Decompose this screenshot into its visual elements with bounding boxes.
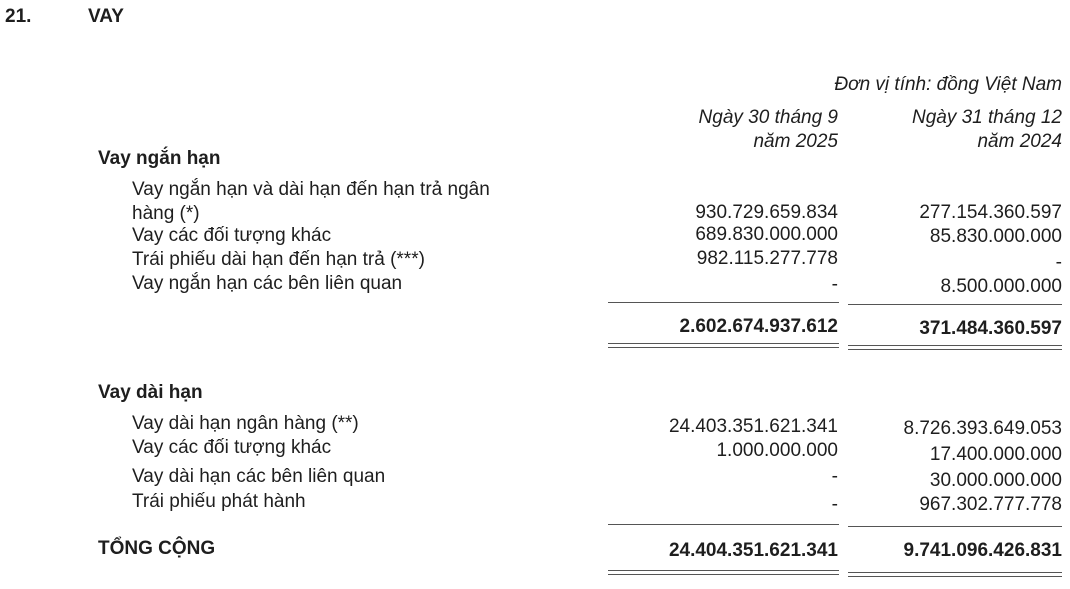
- value-2025: 689.830.000.000: [695, 224, 838, 245]
- value-2024: 8.500.000.000: [940, 276, 1062, 297]
- underline-single: [608, 524, 839, 525]
- underline-single: [608, 302, 839, 303]
- value-2025: -: [831, 466, 838, 487]
- total-2024: 9.741.096.426.831: [903, 540, 1062, 561]
- group-title-long-term: Vay dài hạn: [98, 382, 203, 403]
- value-2025: 1.000.000.000: [716, 440, 838, 461]
- row-label: Trái phiếu phát hành: [132, 491, 306, 512]
- underline-double: [608, 343, 839, 348]
- row-label: Trái phiếu dài hạn đến hạn trả (***): [132, 249, 425, 270]
- total-label: TỔNG CỘNG: [98, 538, 216, 559]
- underline-single: [848, 304, 1062, 305]
- subtotal-2025: 2.602.674.937.612: [679, 316, 838, 337]
- row-label: Vay dài hạn các bên liên quan: [132, 466, 386, 487]
- row-label: Vay các đối tượng khác: [132, 437, 332, 458]
- value-2024: 85.830.000.000: [929, 226, 1062, 247]
- row-label-line2: hàng (*): [132, 203, 200, 224]
- unit-label: Đơn vị tính: đồng Việt Nam: [834, 74, 1062, 95]
- column-header-line1: Ngày 30 tháng 9: [698, 107, 838, 128]
- value-2024: -: [1055, 252, 1062, 273]
- value-2024: 17.400.000.000: [929, 444, 1062, 465]
- value-2025: 930.729.659.834: [695, 202, 838, 223]
- row-label: Vay dài hạn ngân hàng (**): [132, 413, 359, 434]
- section-title: VAY: [88, 6, 124, 27]
- total-2025: 24.404.351.621.341: [668, 540, 838, 561]
- column-header-2024: [912, 106, 1062, 154]
- value-2025: -: [831, 494, 838, 515]
- value-2024: 277.154.360.597: [919, 202, 1062, 223]
- value-2025: 24.403.351.621.341: [668, 416, 838, 437]
- section-number: 21.: [5, 6, 32, 27]
- column-header-2025: [699, 106, 838, 154]
- column-header-line1: Ngày 31 tháng 12: [911, 107, 1062, 128]
- value-2025: 982.115.277.778: [696, 248, 838, 269]
- underline-single: [848, 526, 1062, 527]
- value-2025: -: [831, 274, 838, 295]
- group-title-short-term: Vay ngắn hạn: [98, 148, 221, 169]
- value-2024: 8.726.393.649.053: [903, 418, 1062, 439]
- value-2024: 967.302.777.778: [919, 494, 1062, 515]
- row-label: Vay ngắn hạn các bên liên quan: [132, 273, 403, 294]
- column-header-line2: năm 2024: [977, 131, 1062, 152]
- underline-double: [608, 570, 839, 575]
- underline-double: [848, 572, 1062, 577]
- row-label: Vay các đối tượng khác: [132, 225, 332, 246]
- row-label-line1: Vay ngắn hạn và dài hạn đến hạn trả ngân: [132, 179, 490, 200]
- underline-double: [848, 345, 1062, 350]
- column-header-line2: năm 2025: [753, 131, 838, 152]
- value-2024: 30.000.000.000: [929, 470, 1062, 491]
- subtotal-2024: 371.484.360.597: [919, 318, 1062, 339]
- row-label: [132, 178, 490, 226]
